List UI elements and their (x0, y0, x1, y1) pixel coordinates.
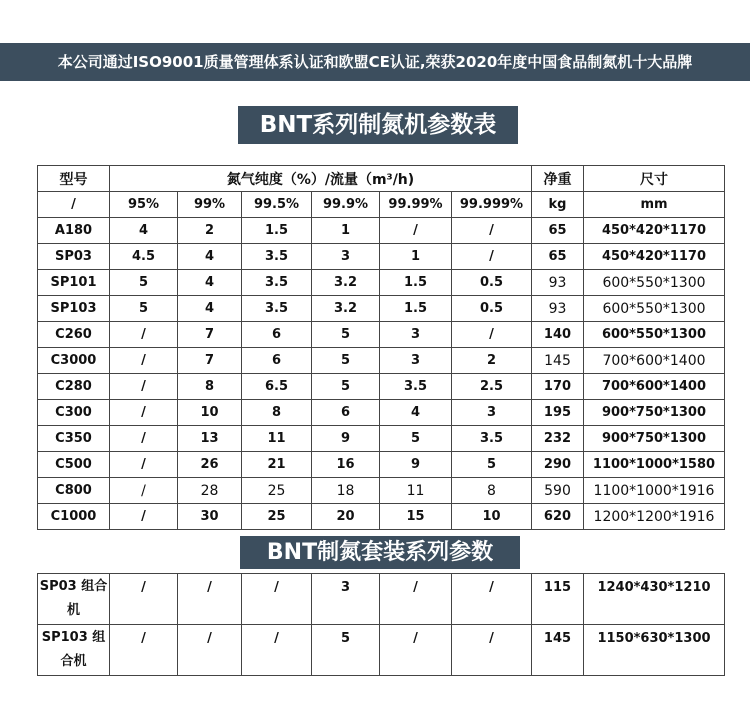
flow-cell: 6 (242, 322, 312, 348)
size-cell: 600*550*1300 (584, 296, 725, 322)
flow-cell: 7 (178, 348, 242, 374)
flow-cell: 5 (452, 452, 532, 478)
flow-cell: 4 (380, 400, 452, 426)
model-cell: SP101 (38, 270, 110, 296)
size-cell: 1100*1000*1580 (584, 452, 725, 478)
weight-cell: 232 (532, 426, 584, 452)
unit-weight: kg (532, 192, 584, 218)
flow-cell: 3.5 (380, 374, 452, 400)
weight-cell: 290 (532, 452, 584, 478)
model-cell: SP103 组合机 (38, 625, 110, 676)
unit-purity: 99.999% (452, 192, 532, 218)
model-cell: A180 (38, 218, 110, 244)
unit-purity: 95% (110, 192, 178, 218)
weight-cell: 170 (532, 374, 584, 400)
size-cell: 1240*430*1210 (584, 574, 725, 625)
flow-cell: / (178, 574, 242, 625)
flow-cell: 5 (110, 296, 178, 322)
flow-cell: 3.5 (452, 426, 532, 452)
model-cell: C280 (38, 374, 110, 400)
flow-cell: / (380, 625, 452, 676)
flow-cell: 5 (312, 625, 380, 676)
flow-cell: 7 (178, 322, 242, 348)
flow-cell: / (110, 374, 178, 400)
flow-cell: / (242, 625, 312, 676)
weight-cell: 93 (532, 296, 584, 322)
size-cell: 900*750*1300 (584, 426, 725, 452)
flow-cell: 2 (452, 348, 532, 374)
flow-cell: 28 (178, 478, 242, 504)
header-size: 尺寸 (584, 166, 725, 192)
flow-cell: 3.5 (242, 270, 312, 296)
combo-parameter-table (37, 573, 725, 676)
flow-cell: 20 (312, 504, 380, 530)
flow-cell: / (452, 322, 532, 348)
flow-cell: / (452, 244, 532, 270)
flow-cell: 6.5 (242, 374, 312, 400)
flow-cell: 13 (178, 426, 242, 452)
model-cell: C800 (38, 478, 110, 504)
table1-units-row (38, 192, 725, 218)
flow-cell: 1.5 (380, 296, 452, 322)
model-cell: SP03 组合机 (38, 574, 110, 625)
flow-cell: 3.2 (312, 296, 380, 322)
unit-purity: 99% (178, 192, 242, 218)
size-cell: 700*600*1400 (584, 374, 725, 400)
header-model: 型号 (38, 166, 110, 192)
model-cell: C500 (38, 452, 110, 478)
weight-cell: 65 (532, 244, 584, 270)
weight-cell: 145 (532, 348, 584, 374)
weight-cell: 93 (532, 270, 584, 296)
parameter-table (37, 165, 725, 530)
flow-cell: 3 (452, 400, 532, 426)
flow-cell: 2.5 (452, 374, 532, 400)
flow-cell: / (110, 426, 178, 452)
flow-cell: 9 (312, 426, 380, 452)
table-row (38, 574, 725, 625)
flow-cell: 10 (452, 504, 532, 530)
flow-cell: 2 (178, 218, 242, 244)
header-purity-flow: 氮气纯度（%）/流量（m³/h) (110, 166, 532, 192)
table2-title: BNT制氮套装系列参数 (240, 536, 520, 569)
flow-cell: / (452, 574, 532, 625)
model-cell: SP103 (38, 296, 110, 322)
weight-cell: 620 (532, 504, 584, 530)
flow-cell: / (110, 504, 178, 530)
table-row (38, 478, 725, 504)
size-cell: 900*750*1300 (584, 400, 725, 426)
flow-cell: 3 (380, 322, 452, 348)
flow-cell: 6 (312, 400, 380, 426)
table-row (38, 244, 725, 270)
flow-cell: 3.5 (242, 296, 312, 322)
flow-cell: 4 (178, 296, 242, 322)
table1-header-row (38, 166, 725, 192)
flow-cell: / (380, 218, 452, 244)
flow-cell: 4 (178, 244, 242, 270)
unit-purity: 99.5% (242, 192, 312, 218)
size-cell: 450*420*1170 (584, 218, 725, 244)
flow-cell: 5 (110, 270, 178, 296)
flow-cell: 11 (380, 478, 452, 504)
table-row (38, 348, 725, 374)
flow-cell: 8 (178, 374, 242, 400)
size-cell: 450*420*1170 (584, 244, 725, 270)
table-row (38, 625, 725, 676)
weight-cell: 590 (532, 478, 584, 504)
flow-cell: 8 (452, 478, 532, 504)
flow-cell: 1 (380, 244, 452, 270)
weight-cell: 145 (532, 625, 584, 676)
flow-cell: / (452, 218, 532, 244)
flow-cell: 5 (312, 348, 380, 374)
table-row (38, 426, 725, 452)
model-cell: C3000 (38, 348, 110, 374)
size-cell: 700*600*1400 (584, 348, 725, 374)
flow-cell: 3 (312, 244, 380, 270)
unit-model: / (38, 192, 110, 218)
flow-cell: 15 (380, 504, 452, 530)
model-cell: C300 (38, 400, 110, 426)
model-cell: SP03 (38, 244, 110, 270)
size-cell: 600*550*1300 (584, 270, 725, 296)
flow-cell: / (110, 452, 178, 478)
flow-cell: 1.5 (242, 218, 312, 244)
flow-cell: / (452, 625, 532, 676)
flow-cell: 18 (312, 478, 380, 504)
size-cell: 1100*1000*1916 (584, 478, 725, 504)
size-cell: 1200*1200*1916 (584, 504, 725, 530)
flow-cell: 4 (178, 270, 242, 296)
weight-cell: 140 (532, 322, 584, 348)
flow-cell: 4 (110, 218, 178, 244)
flow-cell: 1.5 (380, 270, 452, 296)
flow-cell: 11 (242, 426, 312, 452)
flow-cell: / (178, 625, 242, 676)
flow-cell: 8 (242, 400, 312, 426)
model-cell: C350 (38, 426, 110, 452)
unit-size: mm (584, 192, 725, 218)
flow-cell: / (110, 574, 178, 625)
flow-cell: 26 (178, 452, 242, 478)
flow-cell: 10 (178, 400, 242, 426)
model-cell: C260 (38, 322, 110, 348)
flow-cell: 25 (242, 478, 312, 504)
table-row (38, 400, 725, 426)
model-cell: C1000 (38, 504, 110, 530)
flow-cell: / (110, 400, 178, 426)
flow-cell: / (110, 625, 178, 676)
weight-cell: 195 (532, 400, 584, 426)
top-banner: 本公司通过ISO9001质量管理体系认证和欧盟CE认证,荣获2020年度中国食品制氮机十大品牌 (0, 43, 750, 81)
flow-cell: / (242, 574, 312, 625)
flow-cell: / (110, 348, 178, 374)
weight-cell: 115 (532, 574, 584, 625)
flow-cell: 6 (242, 348, 312, 374)
flow-cell: 3.2 (312, 270, 380, 296)
size-cell: 600*550*1300 (584, 322, 725, 348)
flow-cell: 3 (312, 574, 380, 625)
flow-cell: 5 (312, 374, 380, 400)
flow-cell: 0.5 (452, 270, 532, 296)
flow-cell: 4.5 (110, 244, 178, 270)
flow-cell: 25 (242, 504, 312, 530)
flow-cell: 3.5 (242, 244, 312, 270)
table-row (38, 218, 725, 244)
unit-purity: 99.99% (380, 192, 452, 218)
table-row (38, 374, 725, 400)
flow-cell: / (110, 478, 178, 504)
flow-cell: 5 (312, 322, 380, 348)
flow-cell: / (110, 322, 178, 348)
size-cell: 1150*630*1300 (584, 625, 725, 676)
flow-cell: 3 (380, 348, 452, 374)
flow-cell: 21 (242, 452, 312, 478)
table-row (38, 322, 725, 348)
table-row (38, 504, 725, 530)
flow-cell: 30 (178, 504, 242, 530)
table1-title: BNT系列制氮机参数表 (238, 106, 518, 144)
flow-cell: 5 (380, 426, 452, 452)
weight-cell: 65 (532, 218, 584, 244)
flow-cell: 9 (380, 452, 452, 478)
flow-cell: 16 (312, 452, 380, 478)
unit-purity: 99.9% (312, 192, 380, 218)
flow-cell: 0.5 (452, 296, 532, 322)
flow-cell: 1 (312, 218, 380, 244)
table-row (38, 452, 725, 478)
table-row (38, 270, 725, 296)
header-weight: 净重 (532, 166, 584, 192)
table-row (38, 296, 725, 322)
flow-cell: / (380, 574, 452, 625)
